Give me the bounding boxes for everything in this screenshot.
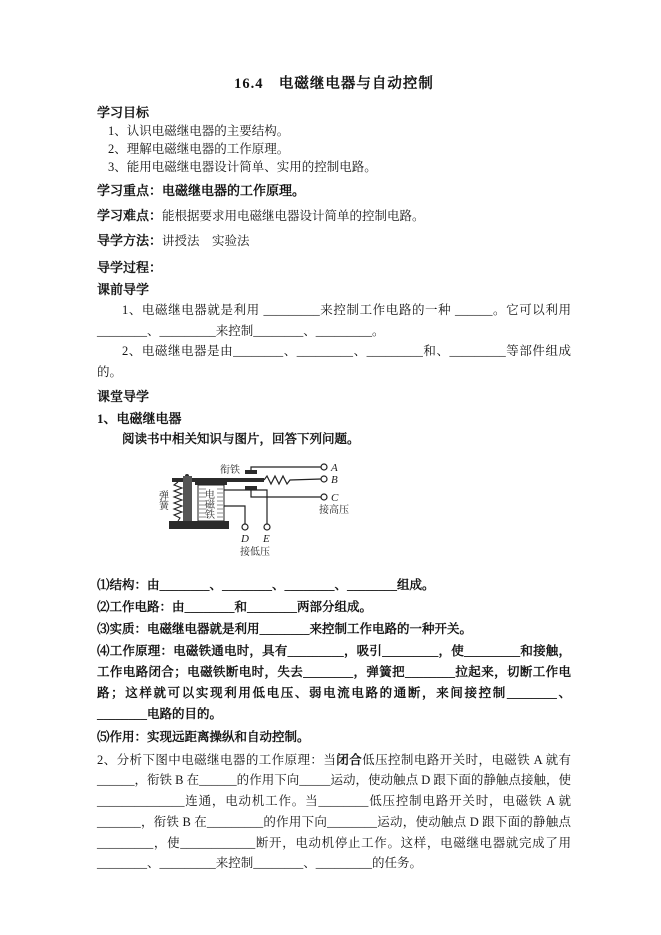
pre-class-heading: 课前导学 — [97, 281, 150, 297]
terminal-a-letter: A — [331, 461, 338, 474]
terminal-e-letter: E — [263, 532, 270, 545]
high-voltage-label: 接高压 — [319, 504, 349, 516]
difficulty-text: 能根据要求用电磁继电器设计简单的控制电路。 — [162, 209, 425, 224]
objective-item-1: 1、认识电磁继电器的主要结构。 — [108, 124, 290, 138]
question-principle: ⑷工作原理：电磁铁通电时，具有_________，吸引_________，使_________和接触，工作电路闭合；电磁铁断电时，失去________，弹簧把________拉起来，切断工作电路；这样就可以实现利用低电压、弱电流电路的通断，来间接控制________、________电路的目的。 — [97, 643, 571, 721]
base-plate — [169, 521, 229, 529]
coil-top-plate — [195, 480, 227, 485]
objective-item-2: 2、理解电磁继电器的工作原理。 — [108, 141, 290, 156]
analysis-bold-term: 闭合 — [336, 752, 363, 767]
coil-label: 电磁铁 — [202, 488, 214, 519]
question-essence: ⑶实质：电磁继电器就是利用________来控制工作电路的一种开关。 — [97, 621, 473, 636]
armature-lead-spring — [264, 476, 321, 484]
pre-class-para-1: 1、电磁继电器就是利用 _________来控制工作电路的一种 ______。它可以利用________、_________来控制________、_________。 — [97, 302, 571, 338]
terminal-a-circle — [321, 464, 327, 470]
spring-zigzag — [174, 482, 182, 521]
relay-diagram — [147, 456, 571, 563]
question-circuit: ⑵工作电路：由________和________两部分组成。 — [97, 599, 373, 614]
method-row — [97, 232, 571, 251]
analysis-paragraph — [97, 750, 571, 875]
armature-label: 衔铁 — [220, 464, 240, 476]
terminal-c-letter: C — [331, 491, 339, 504]
terminal-e-circle — [264, 524, 270, 530]
in-class-heading: 课堂导学 — [97, 388, 150, 404]
reading-instruction: 阅读书中相关知识与图片，回答下列问题。 — [122, 431, 360, 446]
terminal-b-circle — [321, 476, 327, 482]
topic-1-heading: 1、电磁继电器 — [97, 410, 182, 426]
key-point-text: 电磁继电器的工作原理。 — [162, 183, 306, 199]
objectives-list — [97, 123, 571, 176]
pre-class-para-2: 2、电磁继电器是由________、_________、_________和、_________等部件组成的。 — [97, 344, 571, 380]
low-voltage-label: 接低压 — [240, 546, 270, 558]
objective-item-3: 3、能用电磁继电器设计简单、实用的控制电路。 — [108, 159, 377, 174]
lower-contact — [245, 486, 257, 490]
terminal-d-circle — [242, 524, 248, 530]
key-point-label: 学习重点： — [97, 183, 163, 199]
difficulty-row — [97, 207, 571, 226]
analysis-rest: 低压控制电路开关时，电磁铁 A 就有______，衔铁 B 在______的作用下向_____运动，使动触点 D 跟下面的静触点接触，使______________连通，电动机工作。当________低压控制电路开关时，电磁铁 A 就_______，衔铁 B 在_________的作用下向________运动，使动触点 D 跟下面的静触点_________，使____________断开，电动机停止工作。这样，电磁继电器就完成了用________、_________来控制________、_________的任务。 — [97, 752, 571, 871]
terminal-c-circle — [321, 494, 327, 500]
method-label: 导学方法： — [97, 232, 163, 248]
frame-column — [183, 476, 192, 522]
page-title: 16.4 电磁继电器与自动控制 — [234, 76, 434, 92]
upper-contact — [245, 470, 257, 474]
question-structure: ⑴结构：由________、________、________、________组成。 — [97, 577, 435, 592]
wire-to-a — [251, 467, 321, 470]
method-text: 讲授法 实验法 — [162, 233, 250, 248]
terminal-d-letter: D — [241, 532, 249, 545]
relay-schematic-svg — [147, 456, 379, 563]
question-function: ⑸作用：实现远距离操纵和自动控制。 — [97, 729, 310, 744]
difficulty-label: 学习难点： — [97, 208, 163, 224]
wire-to-c — [251, 490, 321, 497]
terminal-b-letter: B — [331, 473, 338, 486]
key-point-row — [97, 182, 571, 201]
objectives-heading: 学习目标 — [97, 105, 150, 120]
analysis-pre: 2、分析下图中电磁继电器的工作原理：当 — [97, 752, 337, 767]
spring-label: 弹簧 — [156, 489, 168, 510]
process-heading: 导学过程： — [97, 259, 163, 275]
